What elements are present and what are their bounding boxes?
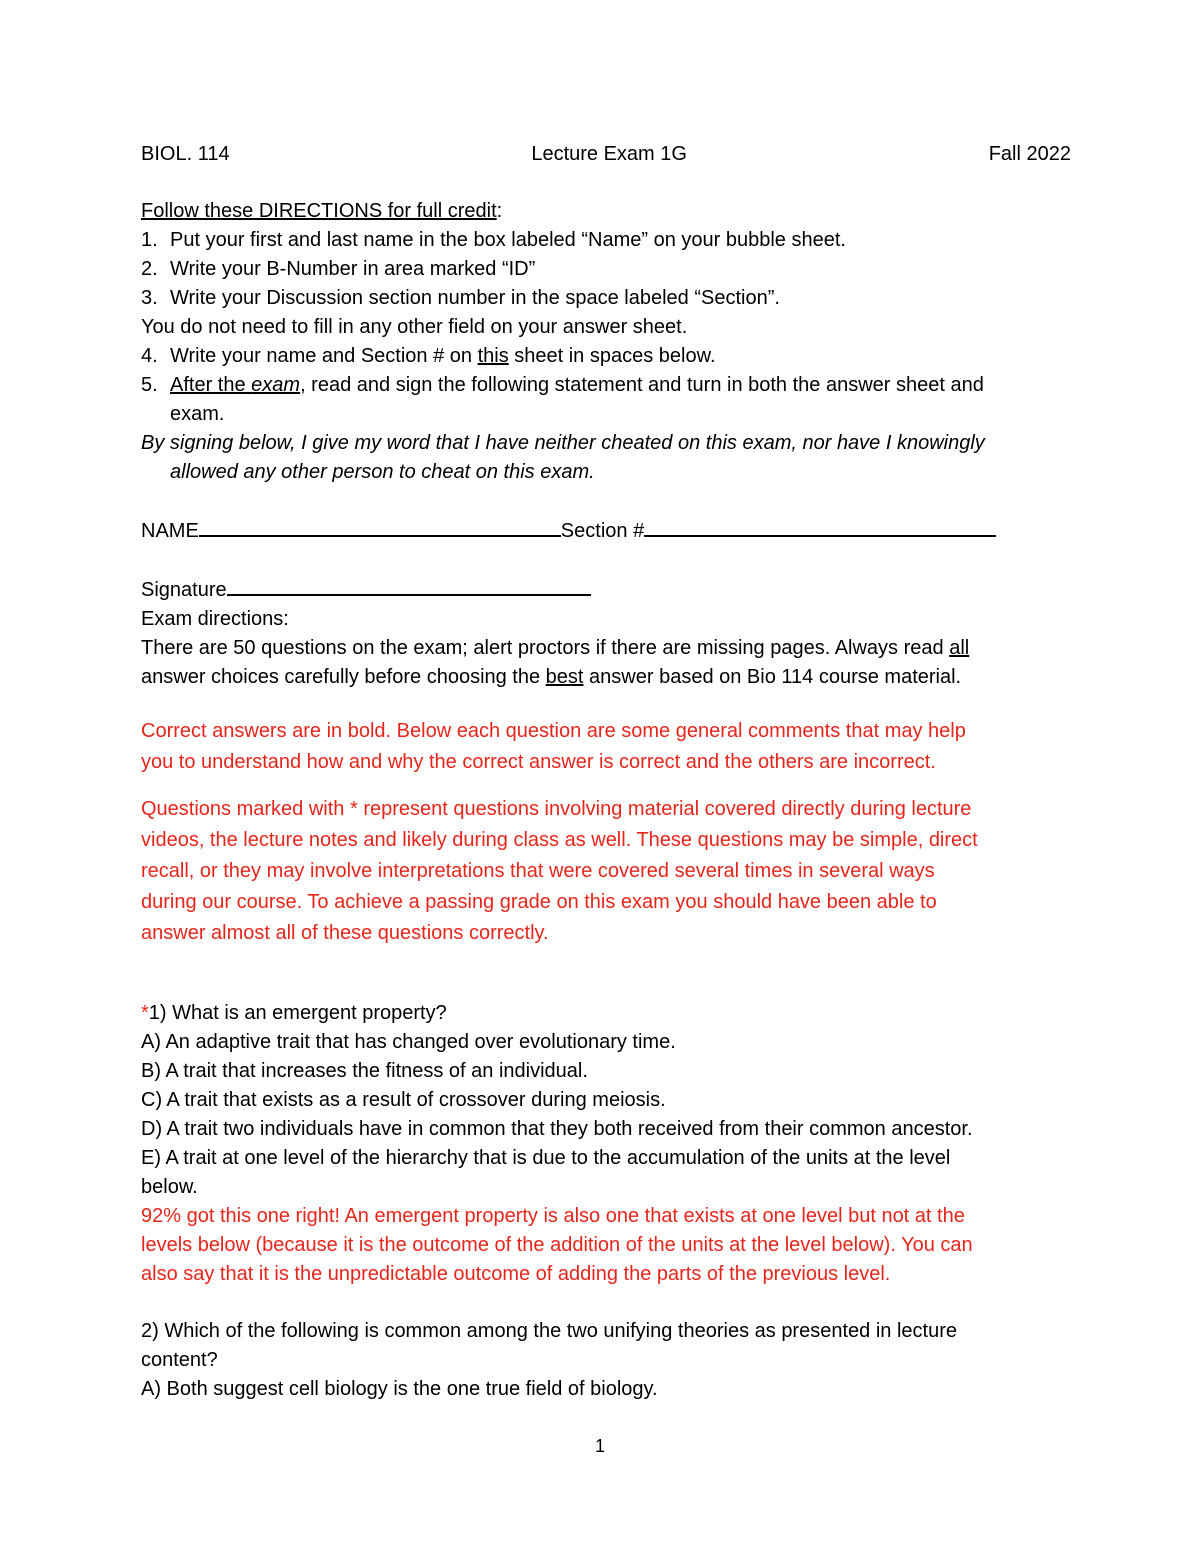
question-1-comment-1: 92% got this one right! An emergent property is also one that exists at one level but not at the xyxy=(141,1205,965,1227)
directions-title: Follow these DIRECTIONS for full credit: xyxy=(141,200,503,222)
honor-pledge-line-2: allowed any other person to cheat on this exam. xyxy=(170,461,595,483)
name-section-row xyxy=(141,515,1071,546)
question-1-option-b: B) A trait that increases the fitness of an individual. xyxy=(141,1060,588,1082)
question-1-option-e-cont: below. xyxy=(141,1176,198,1198)
exam-directions-line-1: There are 50 questions on the exam; alert proctors if there are missing pages. Always read all xyxy=(141,637,970,659)
page-number: 1 xyxy=(594,1436,605,1456)
exam-page xyxy=(141,140,1071,1404)
question-2-option-a: A) Both suggest cell biology is the one true field of biology. xyxy=(141,1378,658,1400)
direction-item-5: 5. After the exam, read and sign the following statement and turn in both the answer sheet and xyxy=(141,374,984,396)
direction-item-1: 1. Put your first and last name in the box labeled “Name” on your bubble sheet. xyxy=(141,229,846,251)
grading-note-1: Correct answers are in bold. Below each question are some general comments that may help you to understand how and why the correct answer is correct and the others are incorrect. xyxy=(141,720,966,773)
question-1-option-e: E) A trait at one level of the hierarchy that is due to the accumulation of the units at the level xyxy=(141,1147,951,1169)
question-1-comment-3: also say that it is the unpredictable outcome of adding the parts of the previous level. xyxy=(141,1263,891,1285)
question-1-option-a: A) An adaptive trait that has changed over evolutionary time. xyxy=(141,1031,676,1053)
signature-blank xyxy=(227,574,591,596)
signature-row xyxy=(141,574,1071,605)
page-header xyxy=(141,140,1071,169)
direction-note: You do not need to fill in any other field on your answer sheet. xyxy=(141,316,688,338)
exam-term: Fall 2022 xyxy=(988,143,1071,165)
signature-label: Signature xyxy=(141,579,227,601)
honor-pledge-line-1: By signing below, I give my word that I have neither cheated on this exam, nor have I knowingly xyxy=(141,432,985,454)
question-1-text: *1) What is an emergent property? xyxy=(141,1002,447,1024)
direction-item-3: 3. Write your Discussion section number in the space labeled “Section”. xyxy=(141,287,780,309)
exam-directions-line-2: answer choices carefully before choosing the best answer based on Bio 114 course material. xyxy=(141,666,962,688)
section-blank xyxy=(644,515,996,537)
name-label: NAME xyxy=(141,520,199,542)
question-1-option-d: D) A trait two individuals have in common that they both received from their common ancestor. xyxy=(141,1118,973,1140)
exam-directions-title: Exam directions: xyxy=(141,608,289,630)
exam-title: Lecture Exam 1G xyxy=(531,143,687,165)
direction-item-2: 2. Write your B-Number in area marked “ID” xyxy=(141,258,536,280)
question-1-comment-2: levels below (because it is the outcome of the addition of the units at the level below). You can xyxy=(141,1234,973,1256)
question-2-text-2: content? xyxy=(141,1349,218,1371)
question-1 xyxy=(141,999,1071,1289)
section-label: Section # xyxy=(560,520,645,542)
direction-item-5-cont: exam. xyxy=(170,403,225,425)
grading-note-2: Questions marked with * represent questions involving material covered directly during lecture videos, the lecture notes and likely during class as well. These questions may be simple, direct recall, or they may involve interpretations that were covered several times in several ways during our course. To achieve a passing grade on this exam you should have been able to answer almost all of these questions correctly. xyxy=(141,798,978,944)
question-1-option-c: C) A trait that exists as a result of crossover during meiosis. xyxy=(141,1089,666,1111)
name-blank xyxy=(199,515,561,537)
question-2 xyxy=(141,1317,1071,1404)
course-code: BIOL. 114 xyxy=(141,143,230,165)
direction-item-4: 4. Write your name and Section # on this sheet in spaces below. xyxy=(141,345,716,367)
question-2-text-1: 2) Which of the following is common among the two unifying theories as presented in lecture xyxy=(141,1320,957,1342)
